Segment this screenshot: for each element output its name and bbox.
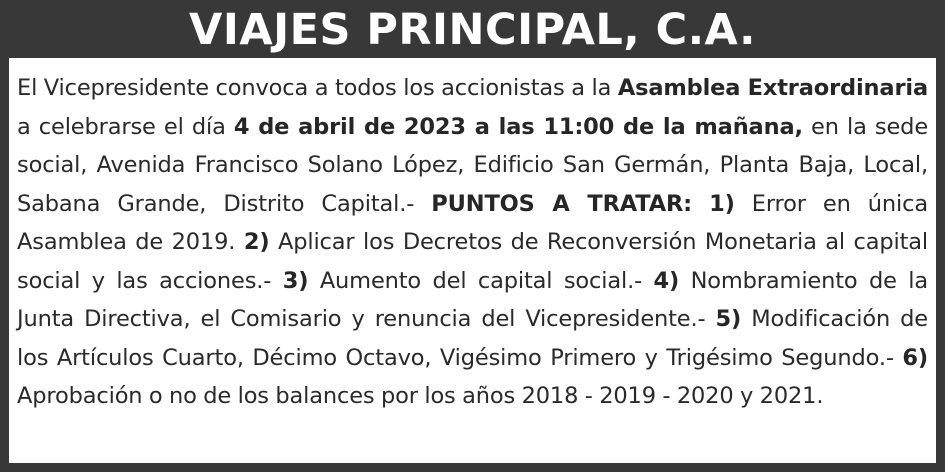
agenda-item-6-text: Aprobación o no de los balances por los años 2018 - 2019 - 2020 y 2021. [17, 383, 824, 409]
meeting-date: 4 de abril de 2023 a las 11:00 de la mañana, [233, 113, 803, 140]
agenda-item-1-text: Error en única Asamblea de 2019. [17, 190, 928, 255]
agenda-item-4-text: Nombramiento de la Junta Directiva, el Comisario y renuncia del Vicepresidente.- [17, 267, 928, 332]
agenda-item-2-number: 2) [243, 229, 270, 255]
agenda-item-5-number: 5) [715, 306, 742, 332]
assembly-type: Asamblea Extraordinaria [617, 75, 929, 101]
agenda-item-1-number: 1) [709, 190, 735, 217]
agenda-label: PUNTOS A TRATAR: [431, 190, 693, 217]
company-title: VIAJES PRINCIPAL, C.A. [189, 4, 756, 55]
agenda-item-3-text: Aumento del capital social.- [308, 267, 654, 294]
agenda-item-2-text: Aplicar los Decretos de Reconversión Monetaria al capital social y las acciones.- [17, 229, 928, 294]
location-text: en la sede social, Avenida Francisco Solano López, Edificio San Germán, Planta Baja, Local, Sabana Grande, Distrito Capital.- [17, 113, 929, 217]
agenda-item-4-number: 4) [653, 267, 680, 294]
notice-body [9, 58, 936, 463]
notice-text [17, 69, 928, 416]
agenda-item-5-text: Modificación de los Artículos Cuarto, Décimo Octavo, Vigésimo Primero y Trigésimo Segundo.- [17, 306, 928, 371]
intro-text: El Vicepresidente convoca a todos los accionistas a la [17, 75, 618, 101]
celebration-text: a celebrarse el día [17, 113, 234, 140]
agenda-item-3-number: 3) [282, 267, 309, 294]
agenda-item-6-number: 6) [902, 344, 928, 371]
